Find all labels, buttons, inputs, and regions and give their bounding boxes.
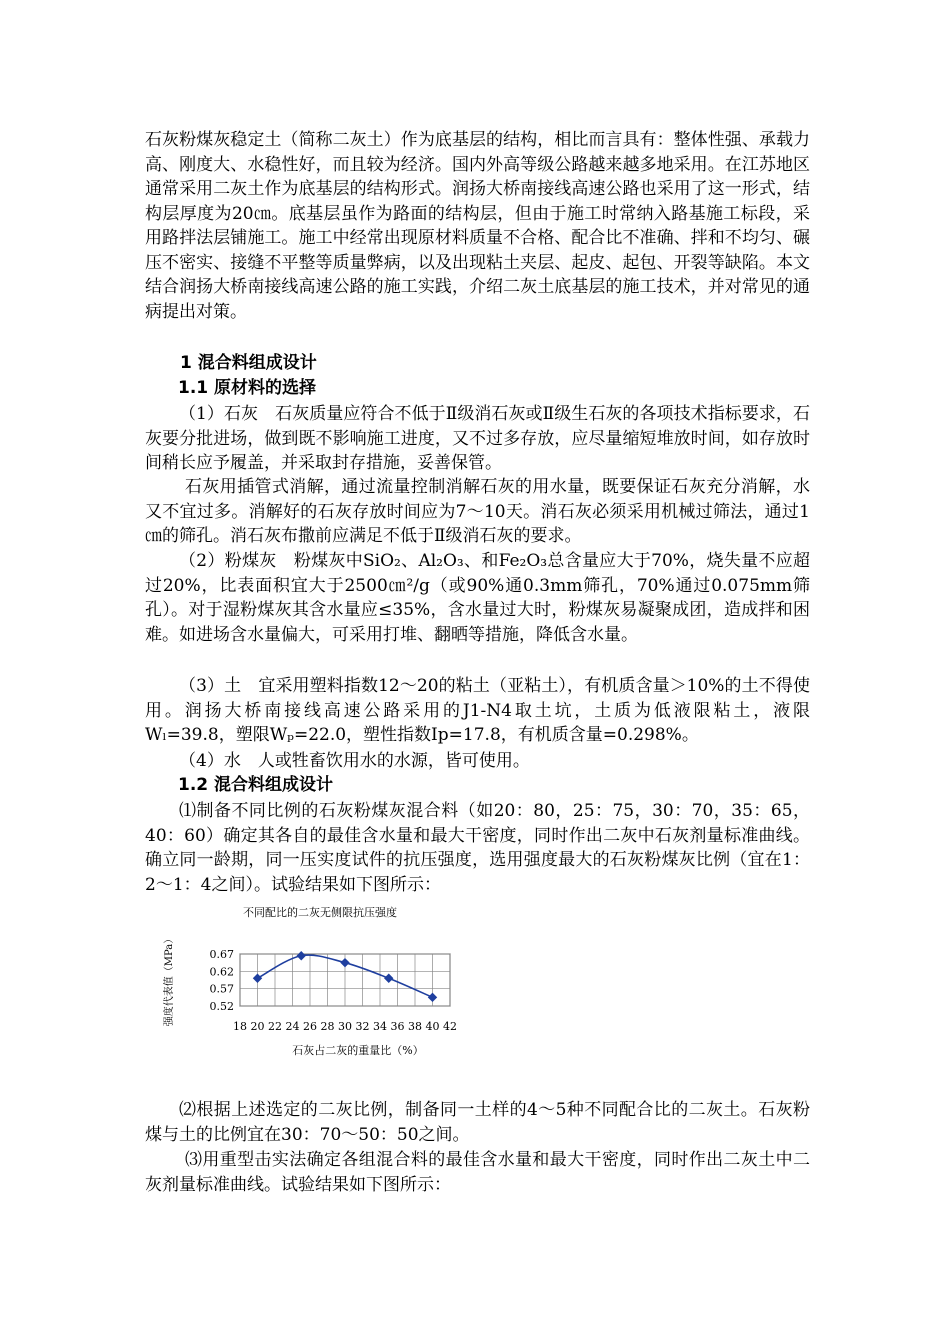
chart-x-tick-label: 28 [320, 1020, 335, 1033]
strength-chart [150, 902, 470, 1062]
chart-x-tick-label: 20 [250, 1020, 265, 1033]
mix-design-step2: ⑵根据上述选定的二灰比例，制备同一土样的4～5种不同配合比的二灰土。石灰粉煤与土的比例宜在30：70～50：50之间。 [145, 1100, 810, 1145]
chart-x-tick-label: 42 [443, 1020, 457, 1033]
chart-data-point [385, 974, 393, 982]
chart-y-tick-label: 0.67 [209, 948, 234, 961]
chart-plot-area [210, 948, 458, 1033]
chart-x-tick-label: 34 [373, 1020, 387, 1033]
chart-x-tick-label: 32 [355, 1020, 370, 1033]
mix-design-step1: ⑴制备不同比例的石灰粉煤灰混合料（如20：80，25：75，30：70，35：65，40：60）确定其各自的最佳含水量和最大干密度，同时作出二灰中石灰剂量标准曲线。确立同一龄期，同一压实度试件的抗压强度，选用强度最大的石灰粉煤灰比例（宜在1：2～1：4之间）。试验结果如下图所示： [145, 801, 810, 895]
chart-y-tick-label: 0.57 [209, 982, 234, 996]
lime-paragraph: （1）石灰 石灰质量应符合不低于Ⅱ级消石灰或Ⅱ级生石灰的各项技术指标要求，石灰要分批进场，做到既不影响施工进度，又不过多存放，应尽量缩短堆放时间，如存放时间稍长应予履盖，并采取封存措施，妥善保管。 [145, 404, 810, 473]
chart-x-tick-label: 40 [425, 1020, 440, 1033]
chart-x-tick-label: 24 [285, 1020, 300, 1033]
section-heading-1: 1 混合料组成设计 [180, 353, 317, 373]
chart-x-tick-label: 22 [268, 1020, 282, 1033]
chart-x-tick-label: 38 [408, 1020, 422, 1033]
chart-data-point [341, 959, 349, 967]
chart-title: 不同配比的二灰无侧限抗压强度 [243, 906, 397, 919]
chart-data-point [429, 993, 437, 1001]
section-heading-1-2: 1.2 混合料组成设计 [178, 775, 334, 795]
flyash-paragraph: （2）粉煤灰 粉煤灰中SiO₂、Al₂O₃、和Fe₂O₃总含量应大于70%，烧失量不应超过20%，比表面积宜大于2500㎝²/g（或90%通0.3mm筛孔，70%通过0.075mm筛孔）。对于湿粉煤灰其含水量应≤35%，含水量过大时，粉煤灰易凝聚成团，造成拌和困难。如进场含水量偏大，可采用打堆、翻晒等措施，降低含水量。 [145, 551, 810, 645]
chart-x-axis-label: 石灰占二灰的重量比（%） [292, 1044, 424, 1057]
chart-y-tick-label: 0.52 [209, 1000, 234, 1013]
chart-x-tick-label: 36 [390, 1020, 405, 1033]
strength-chart-svg [150, 902, 470, 1062]
section-heading-1-1: 1.1 原材料的选择 [178, 378, 317, 398]
chart-x-tick-label: 18 [233, 1020, 247, 1033]
mix-design-step3: ⑶用重型击实法确定各组混合料的最佳含水量和最大干密度，同时作出二灰土中二灰剂量标准曲线。试验结果如下图所示： [145, 1150, 810, 1195]
lime-slaking-paragraph: 石灰用插管式消解，通过流量控制消解石灰的用水量，既要保证石灰充分消解，水又不宜过多。消解好的石灰存放时间应为7～10天。消石灰必须采用机械过筛法，通过1㎝的筛孔。消石灰布撒前应满足不低于Ⅱ级消石灰的要求。 [145, 477, 810, 546]
chart-data-point [297, 952, 305, 960]
chart-x-tick-label: 30 [338, 1020, 352, 1033]
chart-data-point [254, 974, 262, 982]
chart-y-tick-label: 0.62 [209, 965, 234, 979]
chart-x-tick-label: 26 [303, 1020, 317, 1033]
intro-paragraph: 石灰粉煤灰稳定土（简称二灰土）作为底基层的结构，相比而言具有：整体性强、承载力高、刚度大、水稳性好，而且较为经济。国内外高等级公路越来越多地采用。在江苏地区通常采用二灰土作为底基层的结构形式。润扬大桥南接线高速公路也采用了这一形式，结构层厚度为20㎝。底基层虽作为路面的结构层，但由于施工时常纳入路基施工标段，采用路拌法层铺施工。施工中经常出现原材料质量不合格、配合比不准确、拌和不均匀、碾压不密实、接缝不平整等质量弊病，以及出现粘土夹层、起皮、起包、开裂等缺陷。本文结合润扬大桥南接线高速公路的施工实践，介绍二灰土底基层的施工技术，并对常见的通病提出对策。 [145, 130, 810, 322]
chart-y-axis-label: 强度代表值（MPa） [164, 933, 175, 1027]
soil-paragraph: （3）土 宜采用塑料指数12～20的粘土（亚粘土），有机质含量＞10%的土不得使用。润扬大桥南接线高速公路采用的J1-N4取土坑，土质为低液限粘土，液限Wₗ=39.8，塑限Wₚ=22.0，塑性指数Ip=17.8，有机质含量=0.298%。 [145, 676, 810, 745]
water-paragraph: （4）水 人或牲畜饮用水的水源，皆可使用。 [179, 751, 530, 771]
